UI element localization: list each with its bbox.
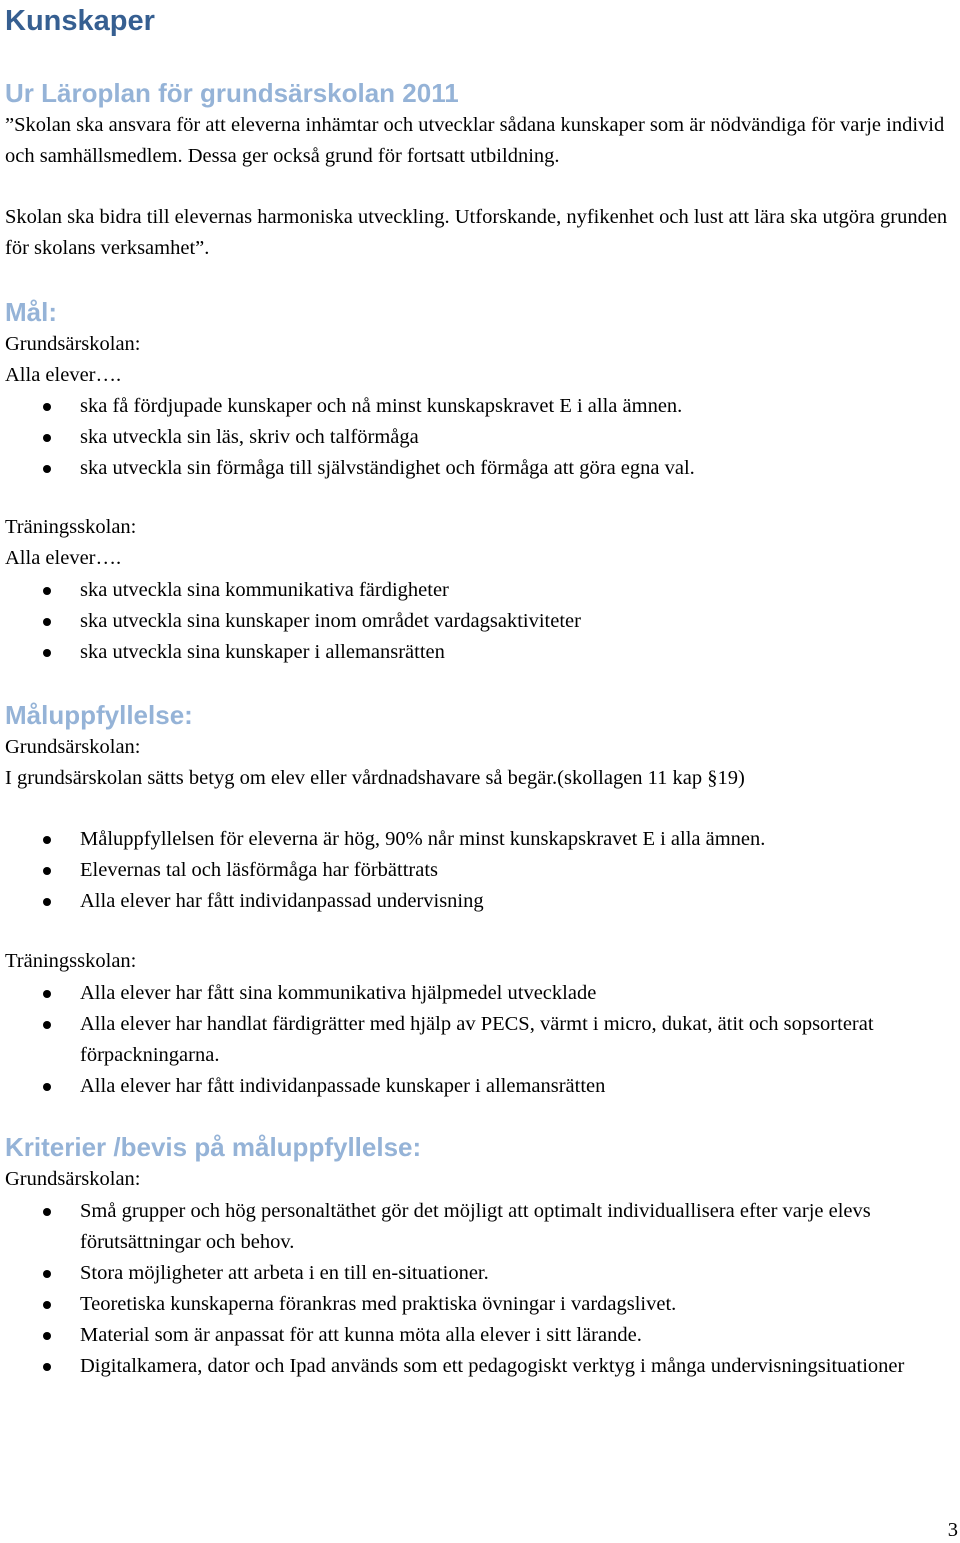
laroplan-heading: Ur Läroplan för grundsärskolan 2011 <box>5 78 459 108</box>
list-item: Alla elever har fått sina kommunikativa hjälpmedel utvecklade <box>5 978 955 1009</box>
bullet-icon <box>43 1208 51 1216</box>
bullet-icon <box>43 867 51 875</box>
list-item: ska utveckla sin läs, skriv och talförmåga <box>5 422 955 453</box>
maluppfyllelse-traning-list <box>5 978 955 1102</box>
list-item: Alla elever har fått individanpassade kunskaper i allemansrätten <box>5 1071 955 1102</box>
mal-grundsar-intro: Alla elever…. <box>5 364 122 386</box>
bullet-icon <box>43 587 51 595</box>
bullet-icon <box>43 990 51 998</box>
bullet-icon <box>43 836 51 844</box>
list-item: Elevernas tal och läsförmåga har förbättrats <box>5 855 955 886</box>
bullet-icon <box>43 1363 51 1371</box>
bullet-icon <box>43 1021 51 1029</box>
maluppfyllelse-heading: Måluppfyllelse: <box>5 700 193 730</box>
laroplan-paragraph-1: ”Skolan ska ansvara för att eleverna inhämtar och utvecklar sådana kunskaper som är nödvändiga för varje individ och samhällsmedlem. Dessa ger också grund för fortsatt utbildning. <box>5 114 945 167</box>
maluppfyllelse-grundsar-list <box>5 824 955 917</box>
list-item: Måluppfyllelsen för eleverna är hög, 90% når minst kunskapskravet E i alla ämnen. <box>5 824 955 855</box>
list-item: ska utveckla sina kunskaper inom området vardagsaktiviteter <box>5 606 955 637</box>
page-title: Kunskaper <box>5 5 155 37</box>
bullet-icon <box>43 1332 51 1340</box>
bullet-icon <box>43 465 51 473</box>
kriterier-heading: Kriterier /bevis på måluppfyllelse: <box>5 1132 422 1162</box>
list-item: ska få fördjupade kunskaper och nå minst kunskapskravet E i alla ämnen. <box>5 391 955 422</box>
mal-heading: Mål: <box>5 297 57 327</box>
bullet-icon <box>43 898 51 906</box>
kriterier-grundsar-label: Grundsärskolan: <box>5 1168 141 1190</box>
mal-traning-label: Träningsskolan: <box>5 516 137 538</box>
bullet-icon <box>43 1083 51 1091</box>
list-item: Teoretiska kunskaperna förankras med praktiska övningar i vardagslivet. <box>5 1289 955 1320</box>
list-item: ska utveckla sina kunskaper i allemansrätten <box>5 637 955 668</box>
laroplan-paragraph-2: Skolan ska bidra till elevernas harmoniska utveckling. Utforskande, nyfikenhet och lust att lära ska utgöra grunden för skolans verksamhet”. <box>5 206 948 259</box>
mal-grundsar-list <box>5 391 955 484</box>
mal-grundsar-label: Grundsärskolan: <box>5 333 141 355</box>
list-item: Material som är anpassat för att kunna möta alla elever i sitt lärande. <box>5 1320 955 1351</box>
bullet-icon <box>43 618 51 626</box>
list-item: ska utveckla sin förmåga till självständighet och förmåga att göra egna val. <box>5 453 955 484</box>
bullet-icon <box>43 403 51 411</box>
page-number: 3 <box>947 1519 958 1541</box>
list-item: Digitalkamera, dator och Ipad används som ett pedagogiskt verktyg i många undervisningsituationer <box>5 1351 955 1382</box>
bullet-icon <box>43 649 51 657</box>
maluppfyllelse-grundsar-intro: I grundsärskolan sätts betyg om elev eller vårdnadshavare så begär.(skollagen 11 kap §19) <box>5 767 745 789</box>
bullet-icon <box>43 1301 51 1309</box>
mal-traning-list <box>5 575 955 668</box>
list-item: Små grupper och hög personaltäthet gör det möjligt att optimalt individuallisera efter varje elevs förutsättningar och behov. <box>5 1196 955 1258</box>
list-item: Alla elever har handlat färdigrätter med hjälp av PECS, värmt i micro, dukat, ätit och sopsorterat förpackningarna. <box>5 1009 955 1071</box>
bullet-icon <box>43 1270 51 1278</box>
list-item: ska utveckla sina kommunikativa färdigheter <box>5 575 955 606</box>
maluppfyllelse-traning-label: Träningsskolan: <box>5 950 137 972</box>
list-item: Stora möjligheter att arbeta i en till en-situationer. <box>5 1258 955 1289</box>
list-item: Alla elever har fått individanpassad undervisning <box>5 886 955 917</box>
mal-traning-intro: Alla elever…. <box>5 547 122 569</box>
maluppfyllelse-grundsar-label: Grundsärskolan: <box>5 736 141 758</box>
kriterier-grundsar-list <box>5 1196 955 1382</box>
bullet-icon <box>43 434 51 442</box>
